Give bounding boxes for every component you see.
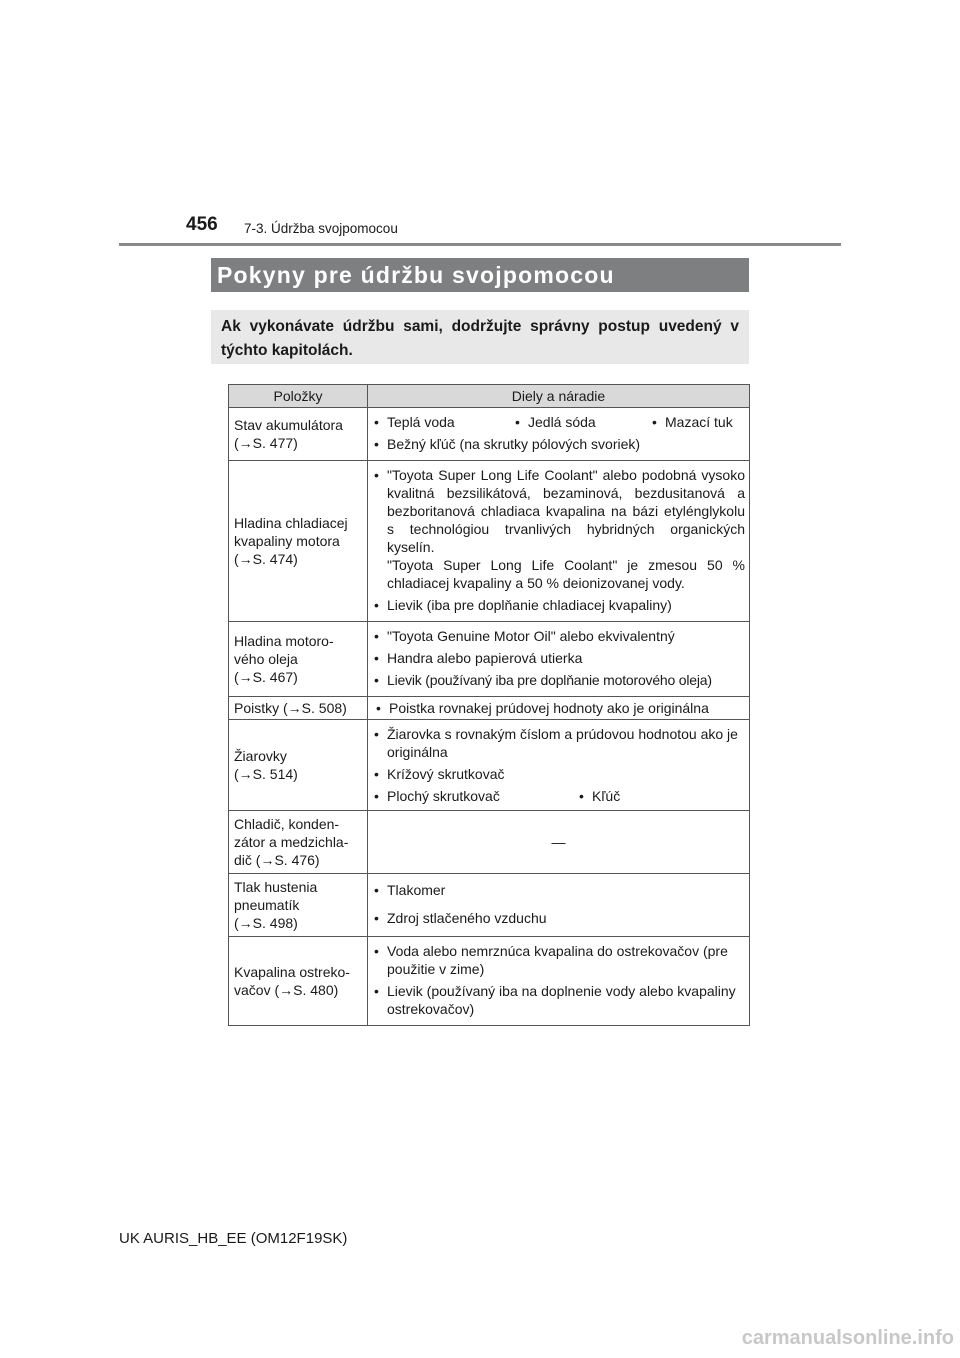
watermark: carmanualsonline.info — [741, 1327, 954, 1349]
table-row — [229, 622, 750, 697]
row-tools — [368, 811, 750, 874]
list-item: • Kľúč — [577, 787, 620, 805]
list-item: • Poistka rovnakej prúdovej hodnoty ako je originálna — [374, 699, 745, 717]
row-item: Tlak hustenia pneumatík (→S. 498) — [229, 874, 368, 937]
intro-text: Ak vykonávate údržbu sami, dodržujte správny postup uvedený v týchto kapitolách. — [211, 310, 749, 364]
list-item: • Teplá voda — [372, 413, 513, 431]
row-item: Žiarovky (→S. 514) — [229, 720, 368, 811]
list-item: • "Toyota Super Long Life Coolant" alebo podobná vysoko kvalitná bezsilikátová, bezaminová, bezdusitanová a bezboritanová chladiaca kvapalina na bázi etylénglykolu s technológiou trvanlivých hybridných organických kyselín. "Toyota Super Long Life Coolant" je zmesou 50 % chladiacej kvapaliny a 50 % deionizovanej vody. — [372, 466, 745, 592]
table-row — [229, 937, 750, 1026]
table-row — [229, 461, 750, 622]
row-tools — [368, 408, 750, 461]
list-item: • Lievik (používaný iba na doplnenie vody alebo kvapaliny ostrekovačov) — [372, 982, 745, 1018]
column-header-items: Položky — [229, 385, 368, 408]
list-item: • Žiarovka s rovnakým číslom a prúdovou hodnotou ako je originálna — [372, 725, 745, 761]
list-item: • Krížový skrutkovač — [372, 765, 745, 783]
table-row — [229, 874, 750, 937]
row-tools — [368, 937, 750, 1026]
row-tools — [368, 720, 750, 811]
list-item: • Zdroj stlačeného vzduchu — [372, 909, 745, 927]
header-rule — [119, 243, 841, 246]
page-title: Pokyny pre údržbu svojpomocou — [211, 258, 749, 292]
list-item: • Tlakomer — [372, 881, 745, 899]
page-number: 456 — [186, 214, 218, 235]
list-item: • Jedlá sóda — [513, 413, 650, 431]
row-item: Hladina chladiacej kvapaliny motora (→S. 474) — [229, 461, 368, 622]
table-header-row — [229, 385, 750, 408]
list-item: • Voda alebo nemrznúca kvapalina do ostrekovačov (pre použitie v zime) — [372, 942, 745, 978]
row-tools — [368, 622, 750, 697]
list-item: • Plochý skrutkovač — [372, 787, 577, 805]
list-item: • Lievik (používaný iba pre doplňanie motorového oleja) — [372, 671, 745, 689]
row-item: Stav akumulátora (→S. 477) — [229, 408, 368, 461]
column-header-tools: Diely a náradie — [368, 385, 750, 408]
list-item: • Lievik (iba pre doplňanie chladiacej kvapaliny) — [372, 596, 745, 614]
dash-placeholder: — — [551, 834, 566, 850]
row-item: Kvapalina ostreko- vačov (→S. 480) — [229, 937, 368, 1026]
row-item: Poistky (→S. 508) — [229, 697, 368, 720]
section-title: 7-3. Údržba svojpomocou — [244, 221, 398, 236]
footer-model: UK AURIS_HB_EE (OM12F19SK) — [119, 1230, 348, 1247]
maintenance-table — [228, 384, 750, 1026]
row-tools — [368, 697, 750, 720]
row-item: Hladina motoro- vého oleja (→S. 467) — [229, 622, 368, 697]
row-tools — [368, 874, 750, 937]
list-item: • "Toyota Genuine Motor Oil" alebo ekvivalentný — [372, 627, 745, 645]
row-item: Chladič, konden- zátor a medzichla- dič (→S. 476) — [229, 811, 368, 874]
row-tools — [368, 461, 750, 622]
table-row — [229, 720, 750, 811]
list-item: • Mazací tuk — [650, 413, 733, 431]
table-row — [229, 697, 750, 720]
list-item: • Bežný kľúč (na skrutky pólových svoriek) — [372, 435, 745, 453]
table-row — [229, 408, 750, 461]
list-item: • Handra alebo papierová utierka — [372, 649, 745, 667]
table-row — [229, 811, 750, 874]
